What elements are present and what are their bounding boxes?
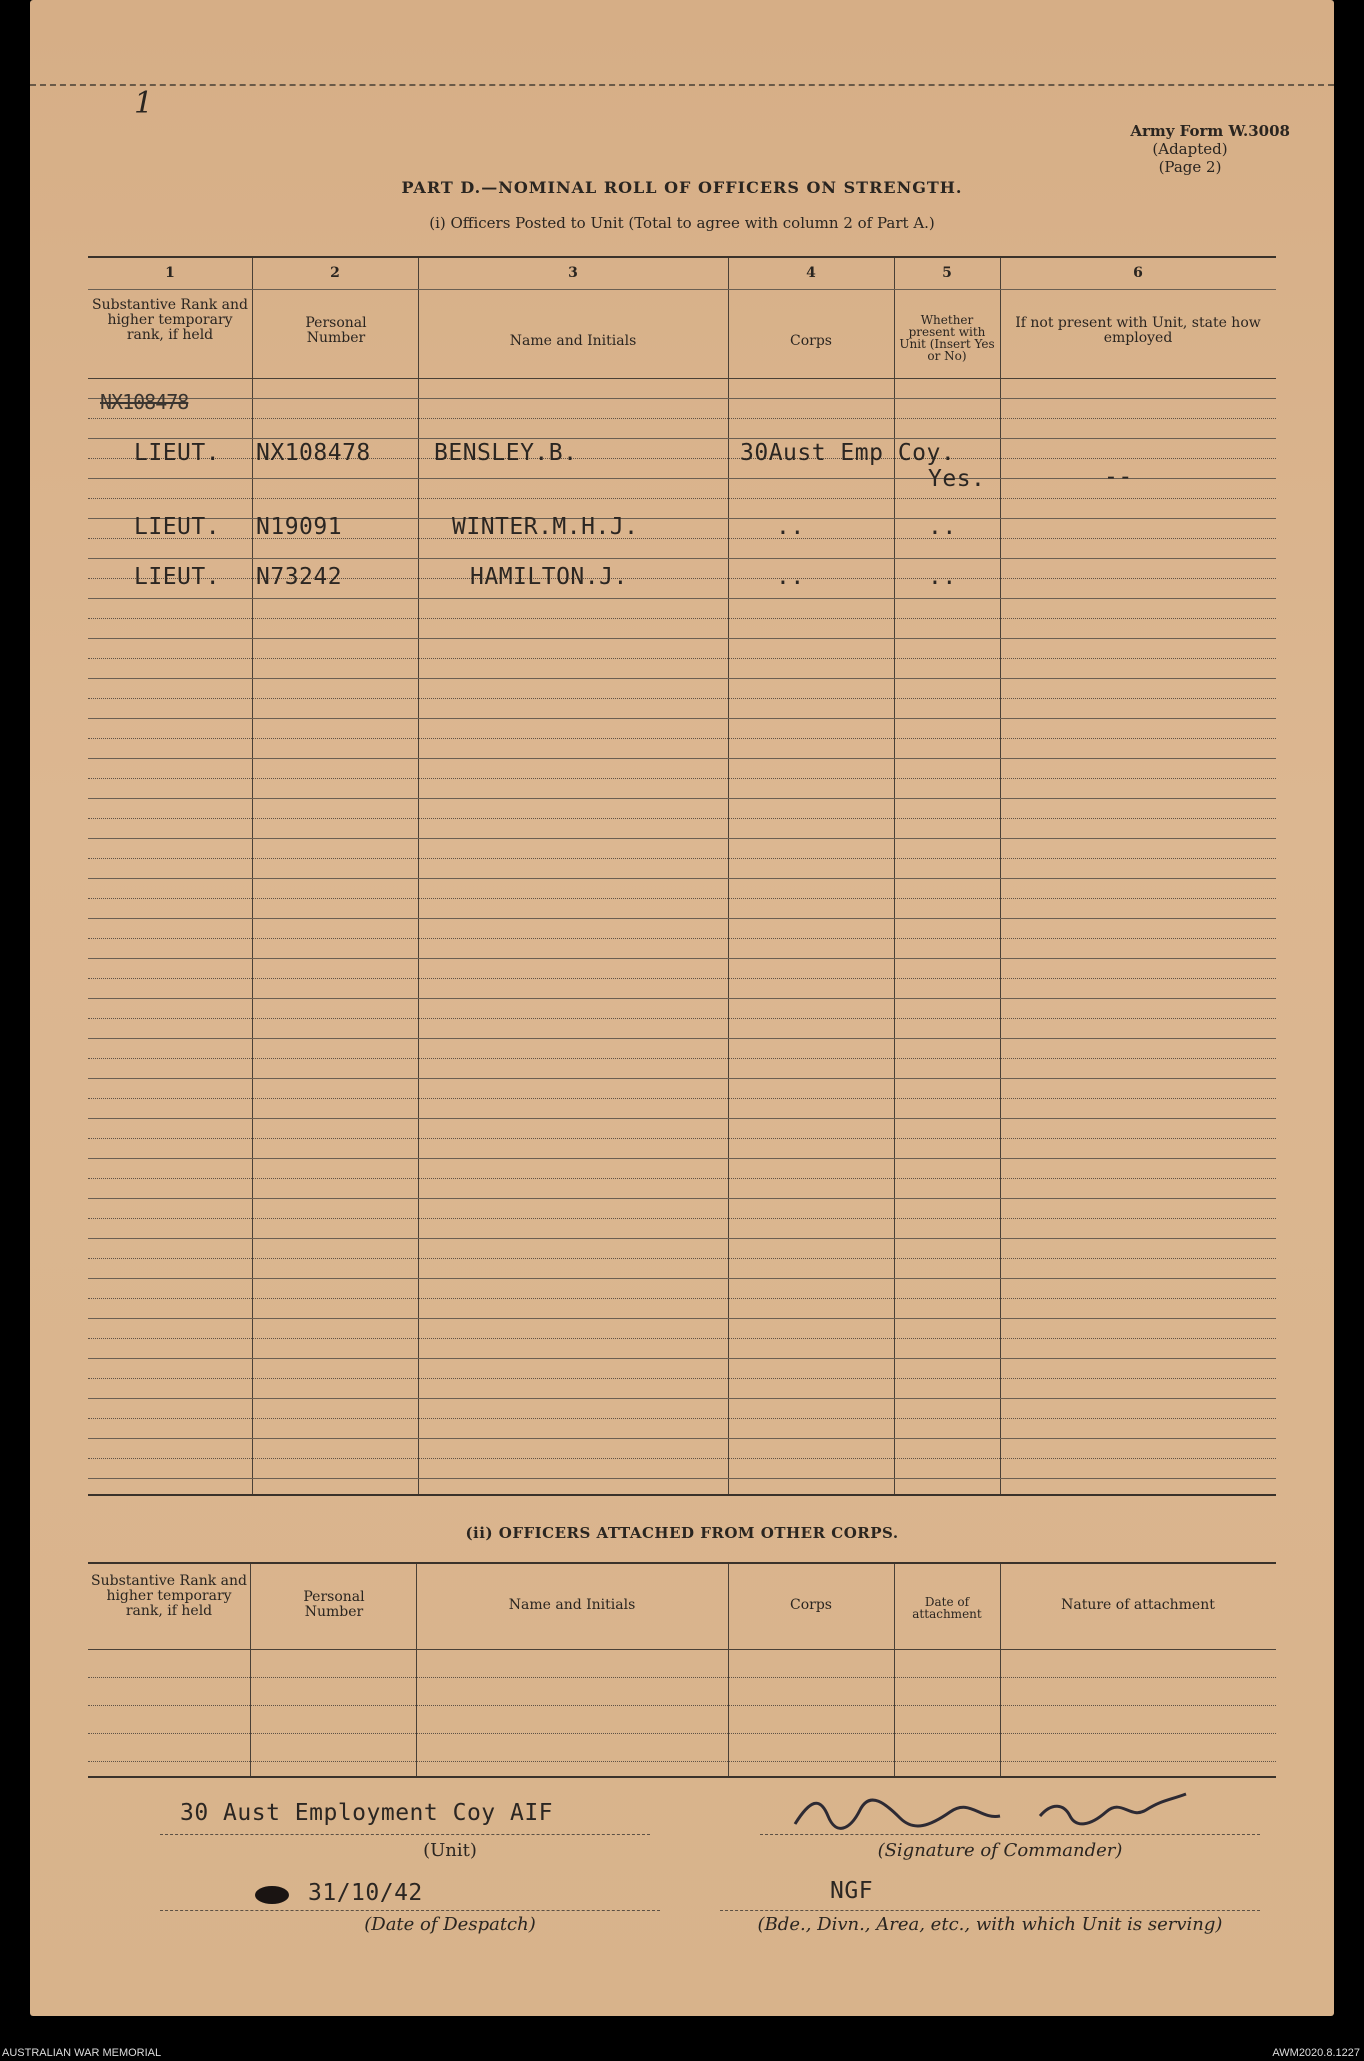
attached-table-title: (ii) OFFICERS ATTACHED FROM OTHER CORPS. [465,1524,899,1542]
perforation-line [30,84,1334,86]
ruled-line [88,1098,1276,1099]
area-line [720,1910,1260,1911]
header-employed: If not present with Unit, state how employed [1015,315,1261,346]
row2-number: N19091 [256,514,343,540]
form-reference [1090,122,1290,176]
ruled-line [88,998,1276,999]
ruled-line [88,738,1276,739]
row1-name: BENSLEY.B. [434,440,578,466]
row2-present: .. [928,514,957,540]
ruled-line [88,1238,1276,1239]
ruled-line [88,1158,1276,1159]
area-value: NGF [830,1878,874,1904]
ruled-line [88,418,1276,419]
col-number-1: 1 [165,265,175,281]
row1-present: Yes. [928,466,986,492]
ruled-line [88,878,1276,879]
ruled-line [88,718,1276,719]
ruled-line [88,1298,1276,1299]
header-corps: Corps [790,333,832,349]
ruled-line [88,1138,1276,1139]
archive-credit: AUSTRALIAN WAR MEMORIAL [2,2047,162,2059]
ruled-line [88,478,1276,479]
ruled-line [88,938,1276,939]
ruled-line [88,678,1276,679]
ruled-line [88,658,1276,659]
row1-number: NX108478 [256,440,371,466]
ruled-line [88,898,1276,899]
header2-nature: Nature of attachment [1061,1597,1215,1613]
ruled-line [88,1378,1276,1379]
header2-corps: Corps [790,1597,832,1613]
row3-rank: LIEUT. [134,564,221,590]
ruled-line [88,1278,1276,1279]
punch-hole [255,1886,289,1904]
ruled-line [88,818,1276,819]
header2-date: Date of attachment [912,1595,982,1621]
ruled-line [88,1398,1276,1399]
date-value: 31/10/42 [308,1880,423,1906]
col-number-2: 2 [330,265,340,281]
header2-personal-number: Personal Number [303,1589,365,1620]
officers-posted-table [88,256,1276,1496]
ruled-line [88,1178,1276,1179]
part-subtitle: (i) Officers Posted to Unit (Total to agree with column 2 of Part A.) [429,214,935,232]
row3-name: HAMILTON.J. [470,564,628,590]
ruled-line [88,438,1276,439]
corner-mark: 1 [134,86,154,121]
date-caption: (Date of Despatch) [364,1914,536,1935]
signature-caption: (Signature of Commander) [877,1840,1123,1861]
unit-value: 30 Aust Employment Coy AIF [180,1800,554,1826]
ruled-line [88,758,1276,759]
unit-caption: (Unit) [423,1840,477,1861]
archive-accession: AWM2020.8.1227 [1272,2047,1360,2059]
ruled-line [88,1458,1276,1459]
ruled-line [88,1418,1276,1419]
ruled-line [88,558,1276,559]
ruled-line [88,598,1276,599]
header-rank: Substantive Rank and higher temporary rank, if held [92,297,248,343]
part-title: PART D.—NOMINAL ROLL OF OFFICERS ON STRENGTH. [401,178,963,197]
row3-number: N73242 [256,564,343,590]
ruled-line [88,1358,1276,1359]
date-line [160,1910,660,1911]
ruled-line [88,698,1276,699]
officers-attached-table [88,1562,1276,1778]
ruled-line [88,1218,1276,1219]
unit-line [160,1834,650,1835]
row2-corps: .. [776,514,805,540]
ruled-line [88,1118,1276,1119]
ruled-line [88,1438,1276,1439]
ruled-line [88,1478,1276,1479]
form-number: Army Form W.3008 [1130,122,1290,140]
ruled-line [88,1018,1276,1019]
area-caption: (Bde., Divn., Area, etc., with which Unit is serving) [757,1914,1223,1935]
row1-rank: LIEUT. [134,440,221,466]
commander-signature [790,1790,1220,1836]
ruled-line [88,838,1276,839]
header2-name: Name and Initials [508,1597,636,1613]
col-number-5: 5 [942,265,952,281]
ruled-line [88,798,1276,799]
ruled-line [88,638,1276,639]
row3-present: .. [928,564,957,590]
ruled-line [88,1198,1276,1199]
ruled-line [88,1338,1276,1339]
header2-rank: Substantive Rank and higher temporary rank, if held [91,1573,247,1619]
signature-line [760,1834,1260,1835]
ruled-line [88,618,1276,619]
row3-corps: .. [776,564,805,590]
ruled-line [88,498,1276,499]
col-number-6: 6 [1133,265,1143,281]
ruled-line [88,858,1276,859]
form-adapted: (Adapted) [1152,140,1228,158]
ruled-line [88,1058,1276,1059]
ruled-line [88,978,1276,979]
ruled-line [88,1258,1276,1259]
row2-name: WINTER.M.H.J. [452,514,639,540]
header-personal-number: Personal Number [305,315,367,346]
ruled-line [88,958,1276,959]
row2-rank: LIEUT. [134,514,221,540]
header-present: Whether present with Unit (Insert Yes or No) [899,313,995,363]
col-number-4: 4 [806,265,816,281]
form-sheet [30,0,1334,2016]
col-number-3: 3 [568,265,578,281]
row1-corps: 30Aust Emp Coy. [740,440,956,466]
ruled-line [88,918,1276,919]
ruled-line [88,1078,1276,1079]
ruled-line [88,398,1276,399]
struck-number: NX108478 [100,390,189,414]
ruled-line [88,778,1276,779]
row1-employed: -- [1104,464,1133,490]
ruled-line [88,1318,1276,1319]
form-page: (Page 2) [1158,158,1222,176]
header-name: Name and Initials [509,333,637,349]
ruled-line [88,1038,1276,1039]
